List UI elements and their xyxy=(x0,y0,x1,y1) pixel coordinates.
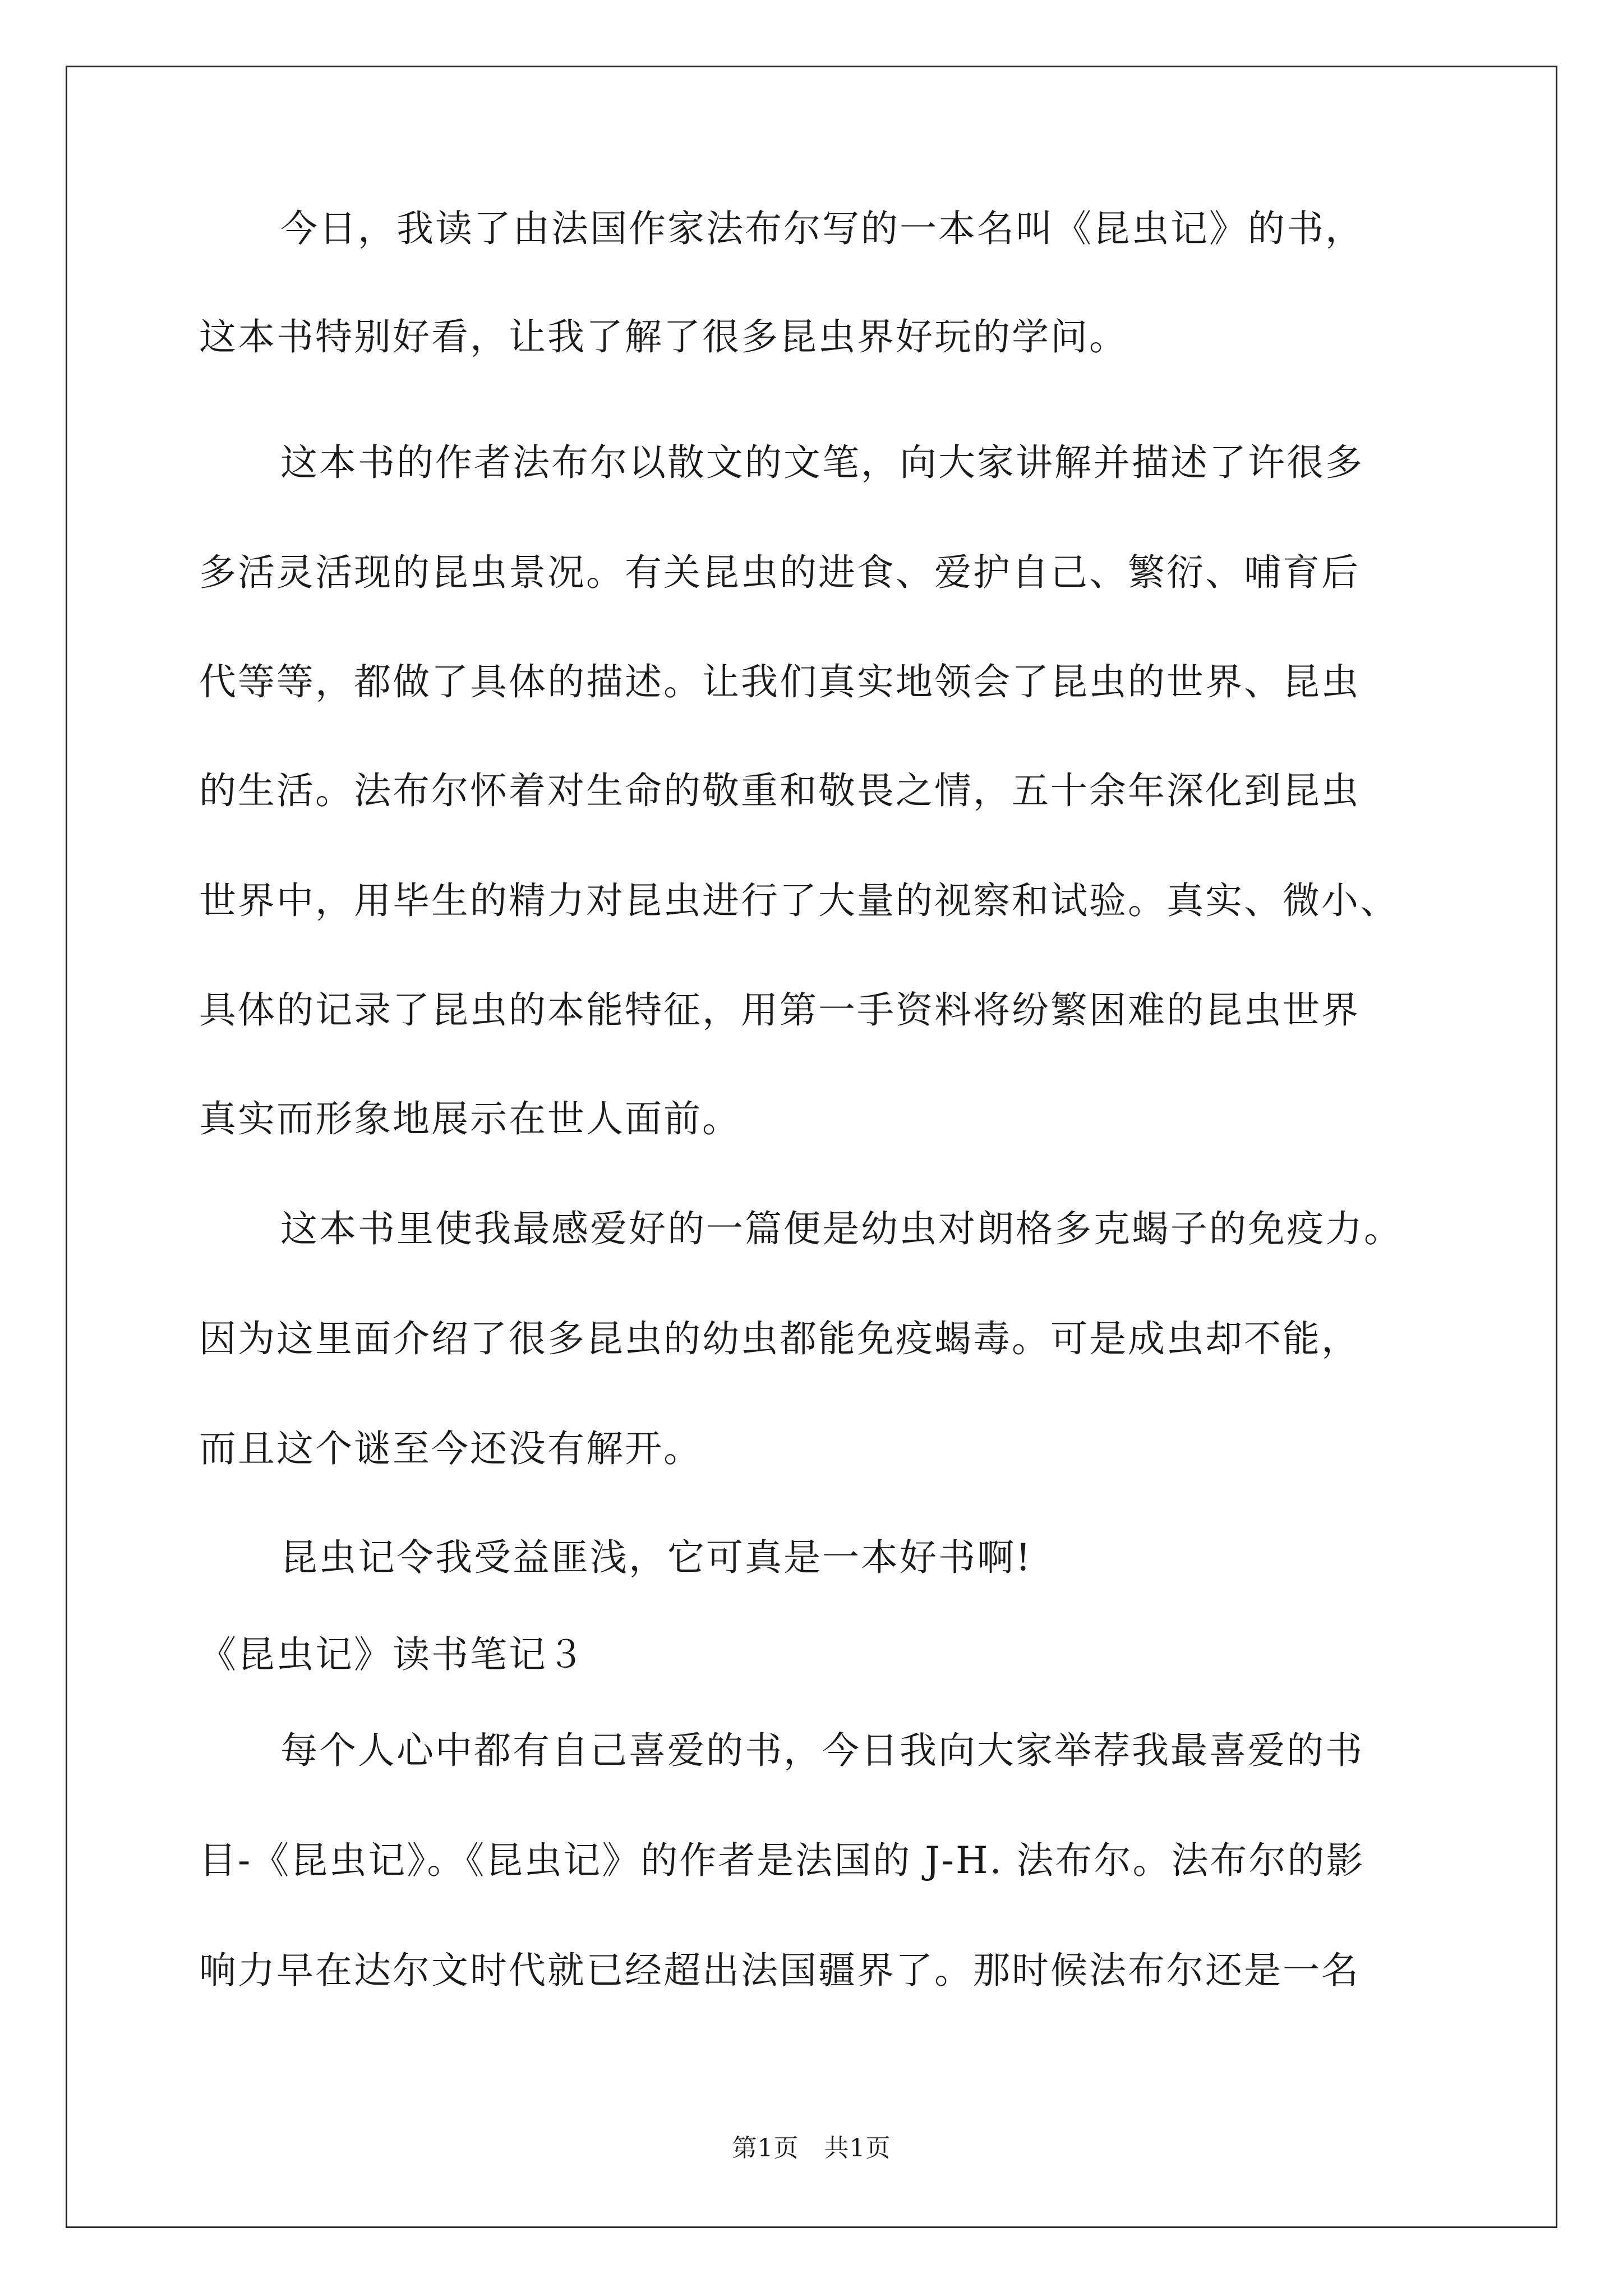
text-line: 响力早在达尔文时代就已经超出法国疆界了。那时候法布尔还是一名 xyxy=(199,1949,1360,1992)
text-line: 每个人心中都有自己喜爱的书，今日我向大家举荐我最喜爱的书 xyxy=(280,1729,1364,1772)
text-line: 这本书里使我最感爱好的一篇便是幼虫对朗格多克蝎子的免疫力。 xyxy=(280,1207,1403,1250)
text-line: 代等等，都做了具体的描述。让我们真实地领会了昆虫的世界、昆虫 xyxy=(199,660,1360,703)
page-footer: 第1页 共1页 xyxy=(732,2134,891,2162)
text-line: 这本书特别好看，让我了解了很多昆虫界好玩的学问。 xyxy=(199,315,1128,358)
text-line: 真实而形象地展示在世人面前。 xyxy=(199,1097,741,1140)
text-line: 昆虫记令我受益匪浅，它可真是一本好书啊! xyxy=(280,1536,1032,1579)
text-line: 而且这个谜至今还没有解开。 xyxy=(199,1427,702,1470)
text-line: 这本书的作者法布尔以散文的文笔，向大家讲解并描述了许很多 xyxy=(280,441,1364,484)
text-line: 具体的记录了昆虫的本能特征，用第一手资料将纷繁困难的昆虫世界 xyxy=(199,988,1360,1032)
text-line: 今日，我读了由法国作家法布尔写的一本名叫《昆虫记》的书， xyxy=(280,207,1364,250)
section-heading: 《昆虫记》读书笔记３ xyxy=(199,1633,586,1676)
text-line: 多活灵活现的昆虫景况。有关昆虫的进食、爱护自己、繁衍、哺育后 xyxy=(199,551,1360,594)
page-border xyxy=(66,66,1557,2228)
text-line: 目-《昆虫记》。《昆虫记》的作者是法国的 J-H. 法布尔。法布尔的影 xyxy=(199,1839,1365,1882)
text-line: 的生活。法布尔怀着对生命的敬重和敬畏之情，五十余年深化到昆虫 xyxy=(199,769,1360,812)
text-line: 因为这里面介绍了很多昆虫的幼虫都能免疫蝎毒。可是成虫却不能， xyxy=(199,1317,1360,1360)
text-line: 世界中，用毕生的精力对昆虫进行了大量的视察和试验。真实、微小、 xyxy=(199,879,1399,922)
